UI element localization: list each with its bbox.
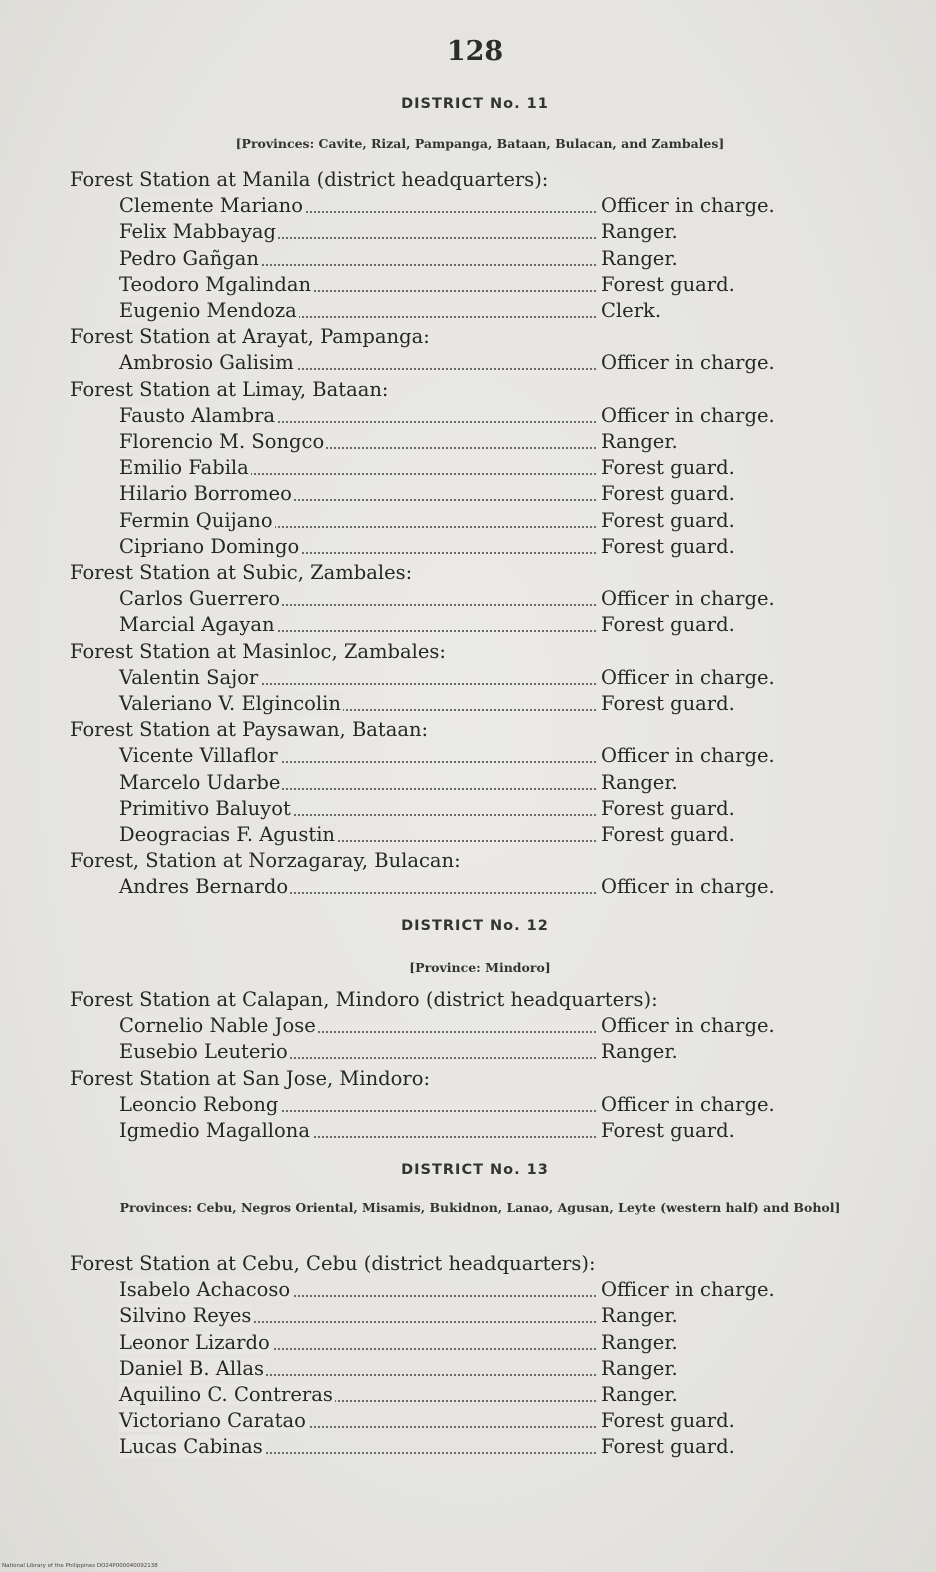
staff-title: Officer in charge. <box>601 1014 775 1038</box>
staff-title: Ranger. <box>601 1356 678 1380</box>
district-heading: DISTRICT No. 13 <box>401 1162 549 1178</box>
staff-entry <box>119 666 799 692</box>
staff-entry <box>119 875 799 901</box>
staff-name: Deogracias F. Agustin <box>119 823 335 846</box>
staff-name: Fausto Alambra <box>119 403 276 427</box>
staff-name: Cornelio Nable Jose <box>119 1014 316 1038</box>
staff-title: Ranger. <box>601 246 678 270</box>
station-heading: Forest Station at Limay, Bataan: <box>70 377 389 401</box>
staff-title: Forest guard. <box>601 823 735 846</box>
staff-name: Vicente Villaflor <box>119 744 278 768</box>
staff-name: Leonor Lizardo <box>119 1330 270 1354</box>
staff-entry <box>119 692 799 718</box>
staff-entry <box>119 1331 799 1357</box>
district-heading: DISTRICT No. 12 <box>401 918 549 934</box>
staff-name: Victoriano Caratao <box>119 1409 306 1433</box>
staff-title: Officer in charge. <box>601 1278 775 1302</box>
staff-entry <box>119 587 799 613</box>
station-heading: Forest Station at Manila (district headquarters): <box>70 168 549 191</box>
staff-title: Forest guard. <box>601 272 735 296</box>
staff-title: Forest guard. <box>601 613 735 637</box>
staff-name: Andres Bernardo <box>119 875 289 899</box>
station-heading: Forest Station at Subic, Zambales: <box>70 561 413 584</box>
station-heading: Forest Station at San Jose, Mindoro: <box>70 1066 431 1090</box>
staff-name: Hilario Borromeo <box>119 482 292 506</box>
staff-name: Felix Mabbayag <box>119 220 276 244</box>
staff-title: Forest guard. <box>601 508 735 532</box>
staff-entry <box>119 771 799 797</box>
staff-title: Forest guard. <box>601 456 735 480</box>
staff-entry <box>119 456 799 482</box>
staff-title: Officer in charge. <box>601 403 775 427</box>
staff-name: Marcelo Udarbe <box>119 770 281 794</box>
staff-name: Ambrosio Galisim <box>119 351 294 375</box>
district-provinces: [Province: Mindoro] <box>409 960 551 975</box>
staff-title: Forest guard. <box>601 534 735 558</box>
staff-entry <box>119 220 799 246</box>
staff-entry <box>119 430 799 456</box>
staff-entry <box>119 1119 799 1145</box>
staff-entry <box>119 744 799 770</box>
staff-title: Officer in charge. <box>601 194 775 218</box>
staff-title: Officer in charge. <box>601 351 775 375</box>
staff-entry <box>119 1409 799 1435</box>
staff-title: Ranger. <box>601 1304 678 1328</box>
staff-name: Valeriano V. Elgincolin <box>119 692 341 715</box>
staff-name: Valentin Sajor <box>119 665 259 689</box>
staff-entry <box>119 1278 799 1304</box>
staff-entry <box>119 1014 799 1040</box>
library-footer: National Library of the Philippines DO24P000040092138 <box>2 1563 158 1569</box>
station-heading: Forest Station at Paysawan, Bataan: <box>70 718 429 742</box>
staff-entry <box>119 299 799 325</box>
staff-title: Ranger. <box>601 1330 678 1354</box>
staff-name: Cipriano Domingo <box>119 534 300 558</box>
staff-name: Daniel B. Allas <box>119 1356 264 1380</box>
staff-name: Emilio Fabila <box>119 456 249 480</box>
district-provinces: Provinces: Cebu, Negros Oriental, Misamis, Bukidnon, Lanao, Agusan, Leyte (western half) and Bohol] <box>119 1200 841 1215</box>
staff-entry <box>119 351 799 377</box>
staff-entry <box>119 823 799 849</box>
station-heading: Forest Station at Masinloc, Zambales: <box>70 639 446 663</box>
station-heading: Forest Station at Arayat, Pampanga: <box>70 325 430 349</box>
staff-entry <box>119 535 799 561</box>
staff-title: Forest guard. <box>601 692 735 715</box>
staff-name: Clemente Mariano <box>119 194 303 218</box>
staff-name: Marcial Agayan <box>119 613 275 637</box>
staff-title: Officer in charge. <box>601 875 775 899</box>
staff-title: Forest guard. <box>601 1435 735 1459</box>
staff-entry <box>119 797 799 823</box>
staff-title: Officer in charge. <box>601 587 775 611</box>
station-heading: Forest, Station at Norzagaray, Bulacan: <box>70 849 461 873</box>
staff-entry <box>119 1435 799 1461</box>
staff-name: Silvino Reyes <box>119 1304 252 1328</box>
staff-entry <box>119 613 799 639</box>
staff-title: Ranger. <box>601 1383 678 1406</box>
staff-entry <box>119 1383 799 1409</box>
district-provinces: [Provinces: Cavite, Rizal, Pampanga, Bataan, Bulacan, and Zambales] <box>235 136 725 151</box>
staff-name: Teodoro Mgalindan <box>119 272 312 296</box>
station-heading: Forest Station at Cebu, Cebu (district headquarters): <box>70 1252 596 1275</box>
staff-title: Clerk. <box>601 299 662 322</box>
staff-entry <box>119 404 799 430</box>
staff-title: Ranger. <box>601 430 678 453</box>
staff-entry <box>119 509 799 535</box>
staff-name: Pedro Gañgan <box>119 246 259 270</box>
staff-name: Isabelo Achacoso <box>119 1278 291 1302</box>
station-heading: Forest Station at Calapan, Mindoro (district headquarters): <box>70 988 658 1011</box>
staff-name: Leoncio Rebong <box>119 1092 279 1116</box>
staff-title: Forest guard. <box>601 482 735 506</box>
staff-name: Igmedio Magallona <box>119 1119 310 1142</box>
page-number: 128 <box>446 36 504 67</box>
staff-name: Carlos Guerrero <box>119 587 280 611</box>
staff-name: Eusebio Leuterio <box>119 1040 288 1064</box>
staff-entry <box>119 482 799 508</box>
staff-entry <box>119 1093 799 1119</box>
staff-title: Ranger. <box>601 220 678 244</box>
staff-title: Officer in charge. <box>601 665 775 689</box>
staff-name: Aquilino C. Contreras <box>119 1383 333 1406</box>
staff-title: Forest guard. <box>601 1119 735 1142</box>
staff-entry <box>119 194 799 220</box>
staff-title: Officer in charge. <box>601 744 775 768</box>
staff-name: Florencio M. Songco <box>119 430 325 453</box>
staff-name: Primitivo Baluyot <box>119 796 291 820</box>
staff-name: Eugenio Mendoza <box>119 299 297 322</box>
staff-title: Officer in charge. <box>601 1092 775 1116</box>
staff-title: Ranger. <box>601 1040 678 1064</box>
staff-entry <box>119 247 799 273</box>
staff-title: Forest guard. <box>601 1409 735 1433</box>
staff-name: Lucas Cabinas <box>119 1435 263 1459</box>
staff-name: Fermin Quijano <box>119 508 273 532</box>
staff-entry <box>119 273 799 299</box>
staff-entry <box>119 1357 799 1383</box>
staff-title: Forest guard. <box>601 796 735 820</box>
staff-title: Ranger. <box>601 770 678 794</box>
district-heading: DISTRICT No. 11 <box>401 96 549 112</box>
staff-entry <box>119 1304 799 1330</box>
staff-entry <box>119 1040 799 1066</box>
